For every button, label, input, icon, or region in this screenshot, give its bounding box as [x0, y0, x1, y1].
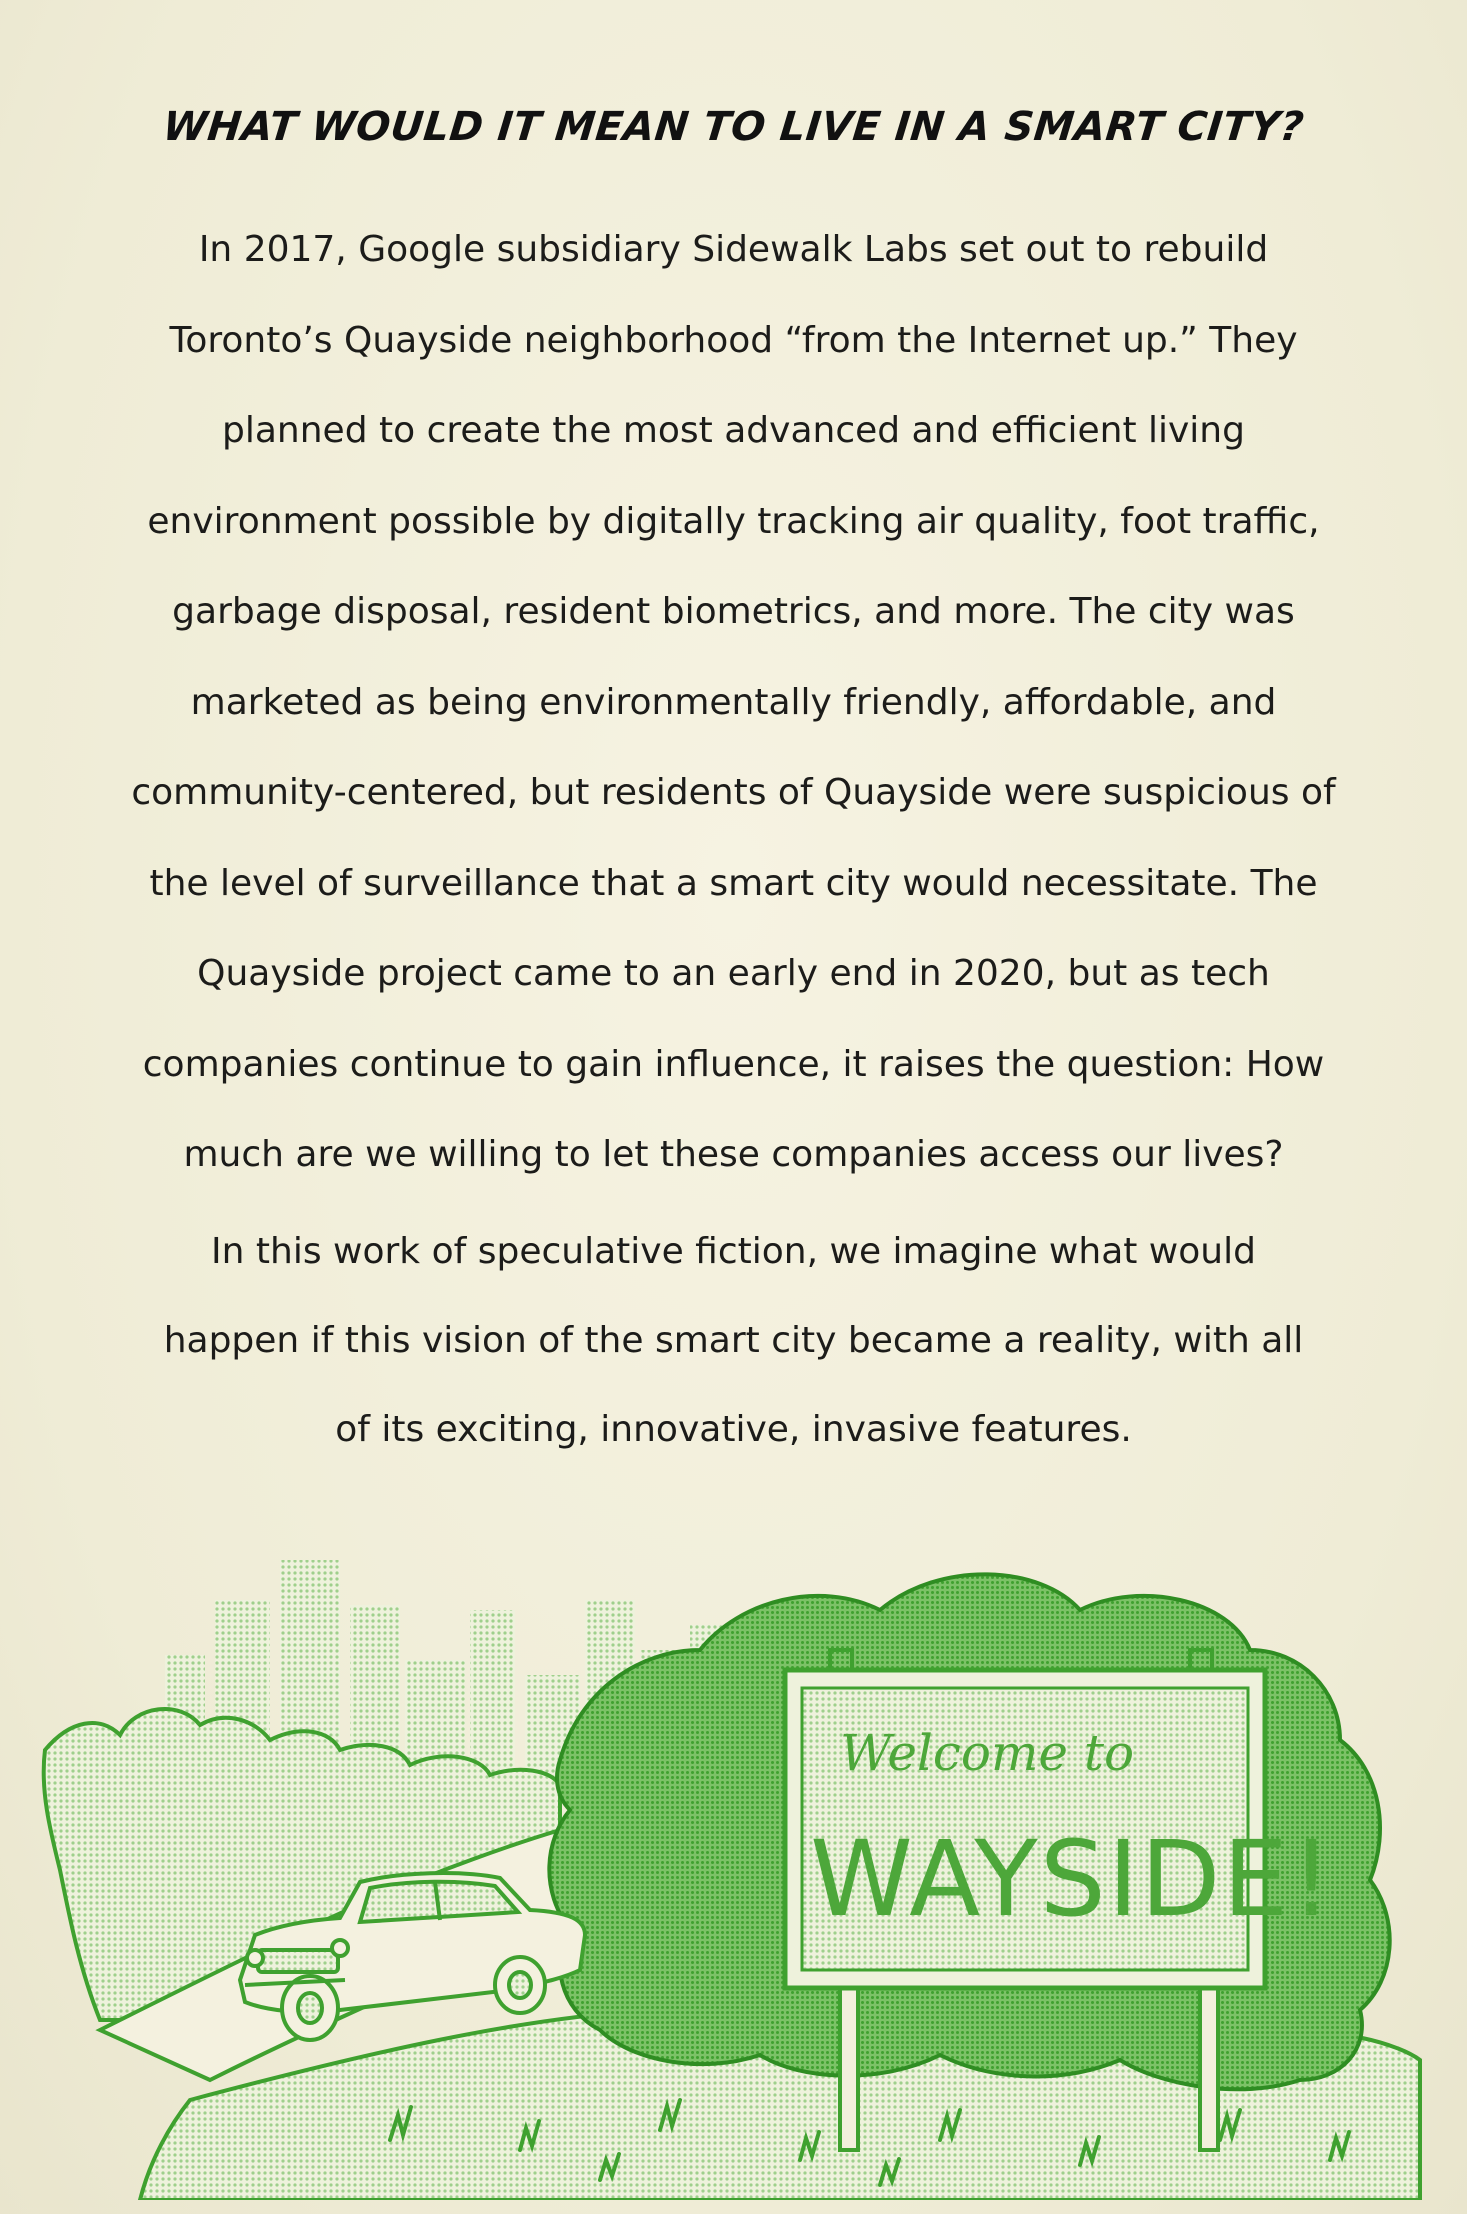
wayside-illustration [40, 1540, 1440, 2200]
paragraph-line: In 2017, Google subsidiary Sidewalk Labs set out to rebuild [198, 229, 1269, 270]
paragraph-line: companies continue to gain influence, it raises the question: How [142, 1043, 1325, 1085]
page-title: WHAT WOULD IT MEAN TO LIVE IN A SMART CITY? [160, 104, 1307, 150]
paragraph-line: planned to create the most advanced and efficient living [222, 410, 1245, 451]
paragraph-line: happen if this vision of the smart city became a reality, with all [163, 1320, 1304, 1361]
sign-line-2: WAYSIDE! [810, 1818, 1334, 1940]
paragraph-line: marketed as being environmentally friendly, affordable, and [190, 681, 1277, 723]
paragraph-line: the level of surveillance that a smart city would necessitate. The [149, 862, 1318, 904]
paragraph-line: In this work of speculative fiction, we imagine what would [211, 1231, 1256, 1272]
paragraph-line: much are we willing to let these companies access our lives? [183, 1134, 1284, 1175]
paragraph-line: environment possible by digitally tracking air quality, foot traffic, [147, 500, 1320, 542]
paragraph-line: garbage disposal, resident biometrics, and more. The city was [172, 591, 1295, 632]
paragraph-line: community-centered, but residents of Quayside were suspicious of [131, 772, 1336, 813]
fiction-paragraph [55, 1207, 1412, 1474]
paragraph-line: Quayside project came to an early end in 2020, but as tech [197, 953, 1270, 994]
paragraph-line: Toronto’s Quayside neighborhood “from the Internet up.” They [169, 319, 1298, 361]
paragraph-line: of its exciting, innovative, invasive features. [335, 1409, 1132, 1450]
intro-paragraph [55, 205, 1412, 1201]
sign-line-1: Welcome to [840, 1724, 1135, 1782]
